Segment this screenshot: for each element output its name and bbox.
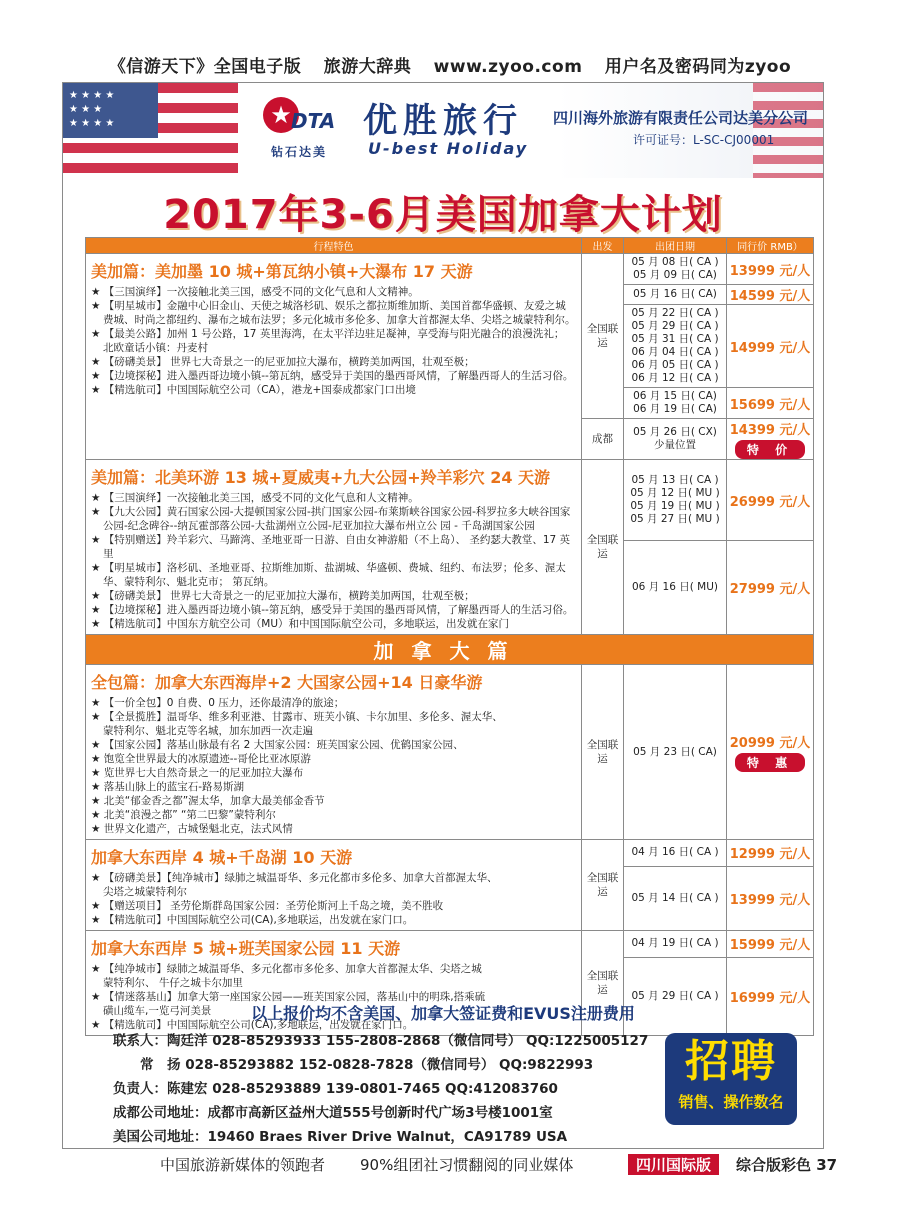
tour-feature: ★ 【边境探秘】进入墨西哥边境小镇--第瓦纳，感受异于美国的墨西哥风情，了解墨西哥人的生活习俗。 [91,369,576,383]
tour-feature: ★ 【一价全包】0 自费、0 压力，还你最清净的旅途； [91,696,576,710]
header-departure: 出发 [582,238,624,254]
price-cell [727,419,814,460]
tour-description [86,460,582,635]
tour-feature: ★ 【情迷落基山】加拿大第一座国家公园——班芙国家公园，落基山中的明珠,搭乘硫 [91,990,576,1004]
table-row [86,665,814,840]
date-item: 06 月 05 日( CA ) [631,359,719,371]
departure-cell: 全国联运 [582,665,624,840]
date-cell [624,419,727,460]
tour-title: 加拿大东西岸 4 城+千岛湖 10 天游 [91,848,353,867]
contact-line: 常 扬 028-85293882 152-0828-7828（微信同号） QQ:9822993 [113,1057,594,1073]
date-cell [624,388,727,419]
departure-cell: 全国联运 [582,931,624,1036]
recruitment-title: 招聘 [685,1036,777,1087]
tour-feature: ★ 【明星城市】洛杉矶、圣地亚哥、拉斯维加斯、盐湖城、华盛顿、费城、纽约、布法罗；伦多、渥太华、蒙特利尔、魁北克市； 第瓦纳。 [91,561,576,589]
contact-line: 联系人：陶廷洋 028-85293933 155-2808-2868（微信同号） QQ:1225005127 [113,1033,649,1049]
date-cell [624,541,727,635]
departure-cell: 全国联运 [582,840,624,931]
login-note: 用户名及密码同为zyoo [604,57,792,77]
tour-feature: ★ 【精选航司】中国东方航空公司（MU）和中国国际航空公司，多地联运，出发就在家门 [91,617,576,631]
tour-description [86,665,582,840]
address-line: 成都公司地址：成都市高新区益州大道555号创新时代广场3号楼1001室 [113,1105,553,1121]
date-cell: 04 月 16 日( CA ) [624,840,727,867]
special-offer-badge: 特 惠 [735,753,805,772]
tour-feature: ★ 落基山脉上的蓝宝石-路易斯湖 [91,780,576,794]
date-cell [624,460,727,541]
us-flag-icon [63,83,238,178]
tour-feature: ★ 【赠送项目】 圣劳伦斯群岛国家公园：圣劳伦斯河上千岛之境，美不胜收 [91,899,576,913]
tour-feature: ★ 【磅礴美景】【纯净城市】绿肺之城温哥华、多元化都市多伦多、加拿大首都渥太华、 [91,871,576,885]
tour-feature: ★ 【最美公路】加州 1 号公路，17 英里海湾，在太平洋边驻足凝神，享受海与阳光融合的浪漫洗礼； 北欧童话小镇：丹麦村 [91,327,576,355]
edition-tag: 四川国际版 [628,1154,719,1175]
price-cell: 27999 元/人 [727,541,814,635]
tour-description [86,254,582,460]
company-name: 四川海外旅游有限责任公司达美分公司 [553,109,809,127]
tour-feature: ★ 【明星城市】金融中心旧金山、天使之城洛杉矶、娱乐之都拉斯维加斯、美国首都华盛顿、友爱之城费城、时尚之都纽约、瀑布之城布法罗；多元化城市多伦多、加拿大首都渥太华、尖塔之城蒙特利尔。 [91,299,576,327]
page-title: 2017年3-6月美国加拿大计划 [163,192,723,238]
date-item: 06 月 16 日( MU) [631,581,718,593]
tour-table [85,237,814,1036]
date-item: 05 月 09 日( CA) [633,269,717,281]
tour-feature: ★ 【三国演绎】一次接触北美三国，感受不同的文化气息和人文精神。 [91,285,576,299]
footer-slogan: 中国旅游新媒体的领跑者 [160,1156,326,1174]
date-cell: 05 月 23 日( CA) [624,665,727,840]
dta-logo [253,97,343,167]
special-price-badge: 特 价 [735,440,805,459]
tour-feature: ★ 【磅礴美景】 世界七大奇景之一的尼亚加拉大瀑布，横跨美加两国，壮观至极； [91,589,576,603]
date-item: 05 月 27 日( MU ) [630,513,720,525]
departure-cell: 全国联运 [582,460,624,635]
date-item: 05 月 19 日( MU ) [630,500,720,512]
table-row [86,840,814,867]
date-item: 05 月 16 日( CA) [633,288,717,300]
date-item: 05 月 26 日( CX) [633,426,717,438]
license-number: 许可证号：L-SC-CJ00001 [633,133,775,147]
dta-logo-cn: 钻石达美 [271,145,328,159]
tour-description [86,840,582,931]
table-header [86,238,814,254]
header-features: 行程特色 [86,238,582,254]
date-cell: 05 月 14 日( CA ) [624,866,727,930]
tour-feature: ★ 【九大公园】黄石国家公园-大提顿国家公园-拱门国家公园-布莱斯峡谷国家公园-科罗拉多大峡谷国家公园-纪念碑谷--纳瓦霍部落公园-大盐湖州立公园-尼亚加拉大瀑布州立公 园 - 千岛湖国家公园 [91,505,576,533]
date-cell [624,254,727,285]
price-cell: 12999 元/人 [727,840,814,867]
address-line: 美国公司地址：19460 Braes River Drive Walnut，CA91789 USA [113,1129,568,1145]
date-item: 06 月 12 日( CA ) [631,372,719,384]
website-link[interactable]: www.zyoo.com [433,57,583,77]
visa-fee-notice: 以上报价均不含美国、加拿大签证费和EVUS注册费用 [251,1004,635,1023]
publication-header [0,52,900,77]
tour-feature: ★ 【特别赠送】羚羊彩穴、马蹄湾、圣地亚哥一日游、自由女神游船（不上岛）、 圣约瑟大教堂、17 英里 [91,533,576,561]
price-cell: 26999 元/人 [727,460,814,541]
footer-tagline: 90%组团社习惯翻阅的同业媒体 [360,1156,574,1174]
section-heading: 加拿大篇 [86,635,814,665]
date-cell: 05 月 29 日( CA ) [624,957,727,1035]
date-item: 05 月 08 日( CA ) [631,256,719,268]
date-cell [624,285,727,305]
dta-logo-text: DTA [291,109,336,133]
date-item: 06 月 15 日( CA) [633,390,717,402]
price-value: 20999 元/人 [729,736,811,751]
price-cell: 13999 元/人 [727,254,814,285]
price-cell [727,665,814,840]
departure-cell: 全国联运 [582,254,624,419]
departure-cell: 成都 [582,419,624,460]
date-item: 少量位置 [654,439,696,451]
tour-feature: 尖塔之城蒙特利尔 [103,886,187,898]
tour-feature: ★ 北美“郁金香之都”渥太华，加拿大最美郁金香节 [91,794,576,808]
price-cell: 15699 元/人 [727,388,814,419]
contact-block [113,1029,648,1149]
recruitment-subtitle: 销售、操作数名 [678,1093,784,1111]
date-cell: 04 月 19 日( CA ) [624,931,727,958]
tour-feature: ★ 【全景揽胜】温哥华、维多利亚港、甘露市、班芙小镇、卡尔加里、多伦多、渥太华、 [91,710,576,724]
contact-line: 负责人：陈建宏 028-85293889 139-0801-7465 QQ:412083760 [113,1081,558,1097]
tour-feature: 蒙特利尔、 牛仔之城卡尔加里 [103,977,243,989]
header-dates: 出团日期 [624,238,727,254]
brand-name-en: U-best Holiday [368,139,529,158]
page-number: 综合版彩色 37 [736,1156,838,1174]
advertisement-frame [62,82,824,1149]
tour-feature: 蒙特利尔、魁北克等名城，加东加西一次走遍 [103,725,313,737]
tour-title: 全包篇：加拿大东西海岸+2 大国家公园+14 日豪华游 [91,673,483,692]
tour-feature: ★ 【三国演绎】一次接触北美三国，感受不同的文化气息和人文精神。 [91,491,576,505]
tour-feature: ★ 【边境探秘】进入墨西哥边境小镇--第瓦纳，感受异于美国的墨西哥风情，了解墨西哥人的生活习俗。 [91,603,576,617]
table-row [86,635,814,665]
tour-feature: ★ 【纯净城市】绿肺之城温哥华、多元化都市多伦多、加拿大首都渥太华、尖塔之城 [91,962,576,976]
table-row [86,931,814,958]
price-cell: 15999 元/人 [727,931,814,958]
tour-feature: ★ 饱览全世界最大的冰原遗迹--哥伦比亚冰原游 [91,752,576,766]
brand-name-cn: 优胜旅行 [363,101,523,141]
date-item: 05 月 29 日( CA ) [631,320,719,332]
price-value: 14399 元/人 [729,423,811,438]
tour-feature: 磺山缆车,一览弓河美景 [103,1005,212,1017]
price-cell: 13999 元/人 [727,866,814,930]
table-row [86,460,814,541]
tour-feature: ★ 【精选航司】中国国际航空公司（CA），港龙+国泰成都家门口出境 [91,383,576,397]
recruitment-badge [665,1033,797,1125]
tour-title: 美加篇：美加墨 10 城+第瓦纳小镇+大瀑布 17 天游 [91,262,473,281]
tour-feature: ★ 北美“浪漫之都” “第二巴黎”蒙特利尔 [91,808,576,822]
table-row [86,254,814,285]
star-icon: ★ [263,97,299,133]
date-item: 06 月 04 日( CA ) [631,346,719,358]
tour-title: 加拿大东西岸 5 城+班芙国家公园 11 天游 [91,939,401,958]
tour-feature: ★ 【国家公园】落基山脉最有名 2 大国家公园：班芙国家公园、优鹤国家公园、 [91,738,576,752]
date-item: 05 月 13 日( CA ) [631,474,719,486]
price-cell: 14599 元/人 [727,285,814,305]
dictionary-label: 旅游大辞典 [323,57,412,77]
date-item: 06 月 19 日( CA) [633,403,717,415]
tour-feature: ★ 【精选航司】中国国际航空公司(CA),多地联运，出发就在家门口。 [91,913,576,927]
tour-feature: ★ 【精选航司】中国国际航空公司(CA),多地联运，出发就在家门口。 [91,1018,576,1032]
header-price: 同行价 RMB） [727,238,814,254]
date-item: 05 月 12 日( MU ) [630,487,720,499]
tour-title: 美加篇：北美环游 13 城+夏威夷+九大公园+羚羊彩穴 24 天游 [91,468,551,487]
tour-feature: ★ 览世界七大自然奇景之一的尼亚加拉大瀑布 [91,766,576,780]
price-cell: 16999 元/人 [727,957,814,1035]
publication-name: 《信游天下》全国电子版 [108,57,302,77]
date-item: 05 月 31 日( CA ) [631,333,719,345]
date-item: 05 月 22 日( CA ) [631,307,719,319]
price-cell: 14999 元/人 [727,305,814,388]
tour-feature: ★ 【磅礴美景】 世界七大奇景之一的尼亚加拉大瀑布，横跨美加两国，壮观至极； [91,355,576,369]
date-cell [624,305,727,388]
brand-banner [63,83,823,178]
tour-feature: ★ 世界文化遗产，古城堡魁北克，法式风情 [91,822,576,836]
